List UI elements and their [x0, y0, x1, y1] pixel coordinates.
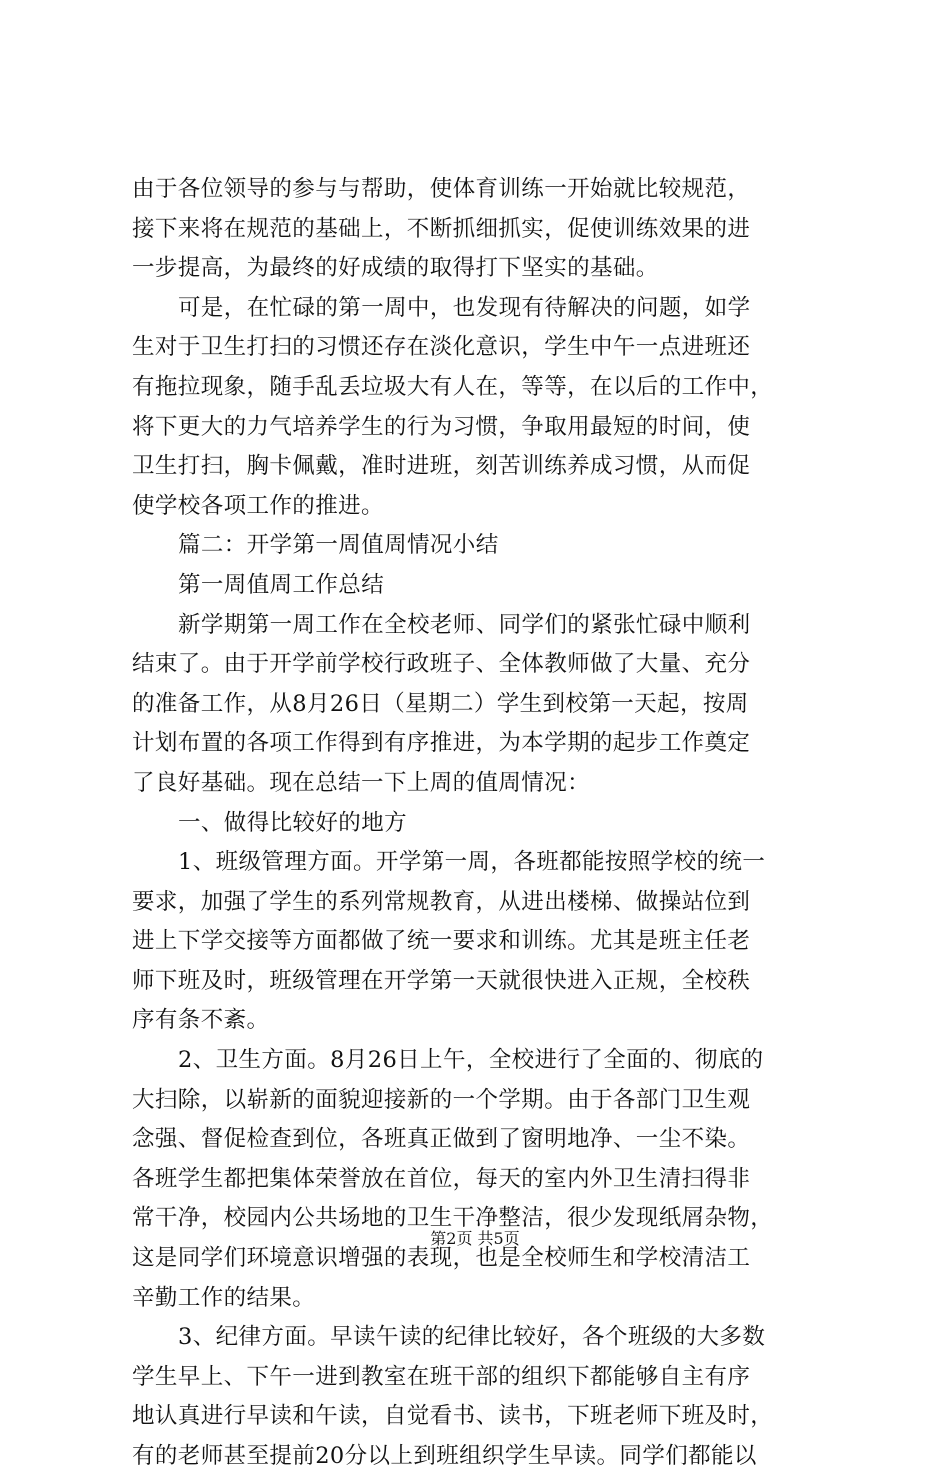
- text-line: 常干净，校园内公共场地的卫生干净整洁，很少发现纸屑杂物，: [132, 1205, 774, 1232]
- text-line: 可是，在忙碌的第一周中，也发现有待解决的问题，如学: [178, 294, 751, 321]
- text-line: 生对于卫生打扫的习惯还存在淡化意识，学生中午一点进班还: [132, 334, 751, 361]
- text-line: 由于各位领导的参与与帮助，使体育训练一开始就比较规范，: [132, 176, 751, 202]
- text-line: 第一周值周工作总结: [178, 571, 385, 598]
- page-footer: 第2页 共5页: [430, 1229, 520, 1248]
- text-line: 念强、督促检查到位，各班真正做到了窗明地净、一尘不染。: [132, 1126, 751, 1153]
- text-line: 新学期第一周工作在全校老师、同学们的紧张忙碌中顺利: [178, 611, 751, 638]
- text-line: 这是同学们环境意识增强的表现，也是全校师生和学校清洁工: [132, 1245, 751, 1272]
- text-line: 一步提高，为最终的好成绩的取得打下坚实的基础。: [132, 255, 659, 282]
- text-line: 各班学生都把集体荣誉放在首位，每天的室内外卫生清扫得非: [132, 1165, 751, 1192]
- text-line: 有的老师甚至提前20分以上到班组织学生早读。同学们都能以: [132, 1443, 757, 1469]
- text-line: 要求，加强了学生的系列常规教育，从进出楼梯、做操站位到: [132, 888, 751, 915]
- text-line: 一、做得比较好的地方: [178, 809, 408, 836]
- text-line: 学生早上、下午一进到教室在班干部的组织下都能够自主有序: [132, 1363, 751, 1390]
- text-line: 师下班及时，班级管理在开学第一天就很快进入正规，全校秩: [132, 967, 751, 994]
- text-line: 的准备工作，从8月26日（星期二）学生到校第一天起，按周: [132, 690, 749, 717]
- text-line: 序有条不紊。: [132, 1007, 270, 1034]
- text-line: 使学校各项工作的推进。: [132, 492, 384, 519]
- text-line: 了良好基础。现在总结一下上周的值周情况：: [132, 769, 591, 796]
- text-line: 将下更大的力气培养学生的行为习惯，争取用最短的时间，使: [132, 413, 751, 440]
- text-line: 篇二：开学第一周值周情况小结: [178, 532, 499, 559]
- text-line: 辛勤工作的结果。: [132, 1284, 316, 1311]
- text-line: 卫生打扫，胸卡佩戴，准时进班，刻苦训练养成习惯，从而促: [132, 453, 751, 480]
- text-line: 进上下学交接等方面都做了统一要求和训练。尤其是班主任老: [132, 928, 751, 955]
- document-body: [132, 170, 832, 1477]
- text-line: 接下来将在规范的基础上，不断抓细抓实，促使训练效果的进: [132, 215, 751, 242]
- text-line: 2、卫生方面。8月26日上午，全校进行了全面的、彻底的: [178, 1047, 764, 1074]
- text-line: 有拖拉现象，随手乱丢垃圾大有人在，等等，在以后的工作中，: [132, 373, 774, 400]
- text-line: 计划布置的各项工作得到有序推进，为本学期的起步工作奠定: [132, 730, 751, 757]
- text-line: 1、班级管理方面。开学第一周，各班都能按照学校的统一: [178, 849, 766, 876]
- text-line: 大扫除，以崭新的面貌迎接新的一个学期。由于各部门卫生观: [132, 1086, 751, 1113]
- text-line: 3、纪律方面。早读午读的纪律比较好，各个班级的大多数: [178, 1324, 766, 1351]
- text-line: 地认真进行早读和午读，自觉看书、读书，下班老师下班及时，: [132, 1403, 774, 1430]
- text-line: 结束了。由于开学前学校行政班子、全体教师做了大量、充分: [132, 651, 751, 678]
